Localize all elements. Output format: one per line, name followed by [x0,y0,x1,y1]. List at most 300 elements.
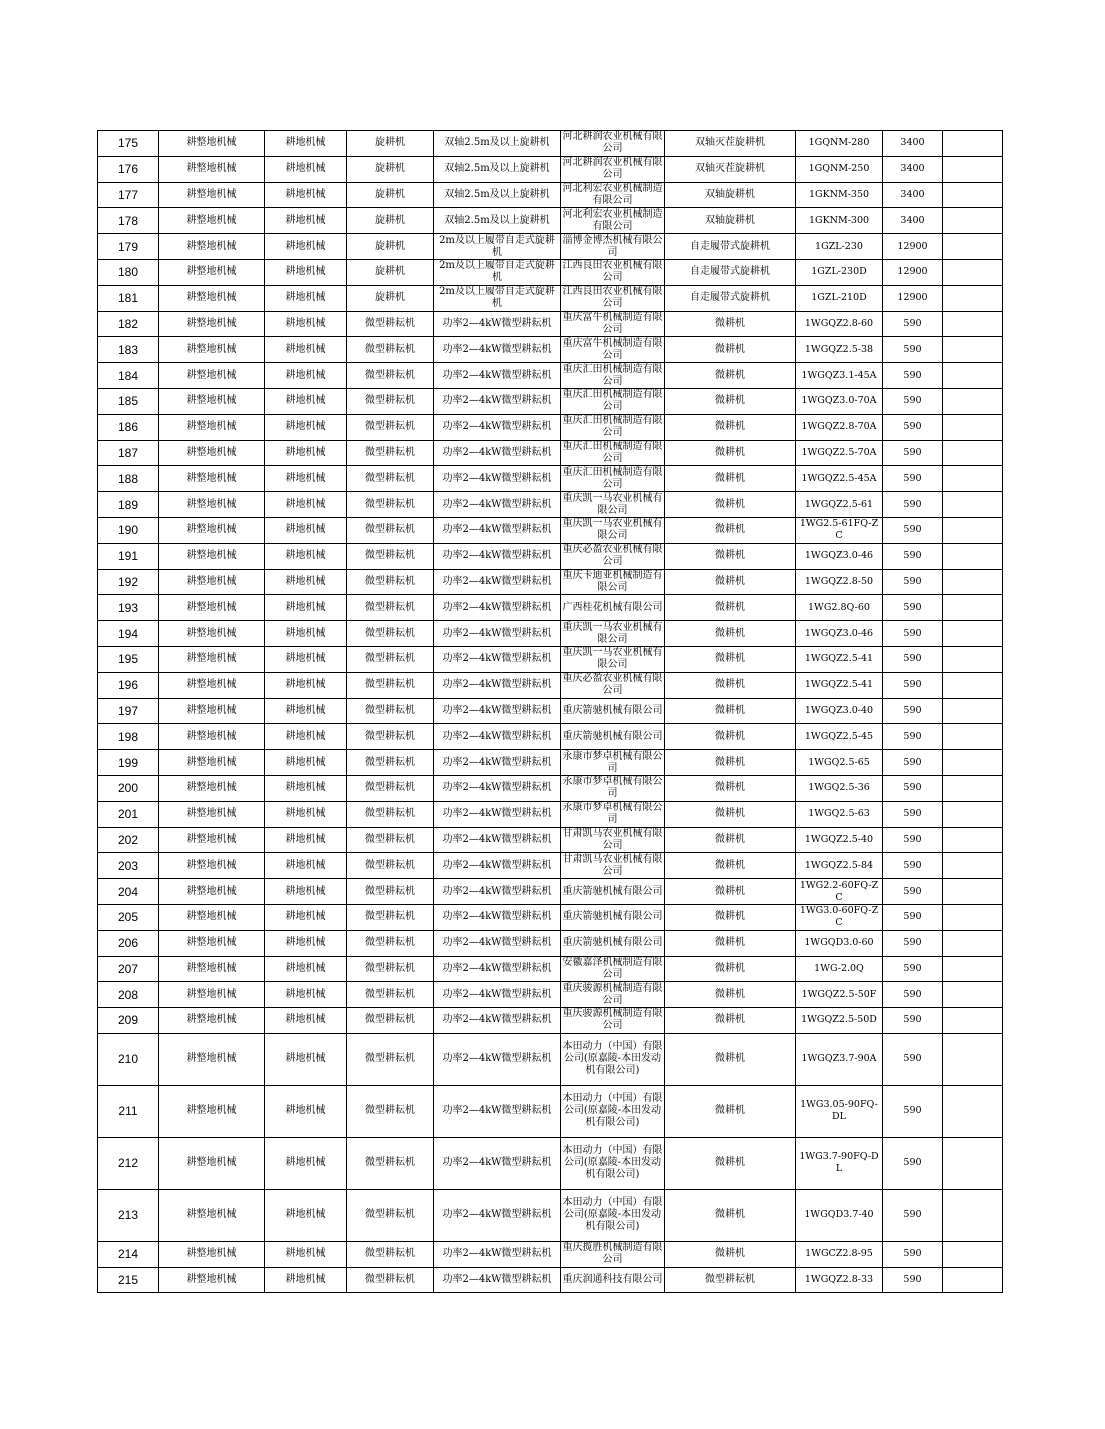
grade-spec-cell: 功率2—4kW微型耕耘机 [434,311,561,337]
grade-spec-cell: 双轴2.5m及以上旋耕机 [434,208,561,234]
category-level1-cell: 耕整地机械 [159,724,265,750]
subsidy-amount-cell: 590 [883,414,943,440]
category-level3-cell: 微型耕耘机 [347,698,434,724]
grade-spec-cell: 功率2—4kW微型耕耘机 [434,879,561,905]
subsidy-amount-cell: 590 [883,1189,943,1241]
row-number-cell: 184 [98,363,159,389]
product-name-cell: 微耕机 [665,311,796,337]
grade-spec-cell: 功率2—4kW微型耕耘机 [434,1189,561,1241]
grade-spec-cell: 功率2—4kW微型耕耘机 [434,775,561,801]
product-name-cell: 微耕机 [665,827,796,853]
remark-cell [943,1085,1003,1137]
category-level1-cell: 耕整地机械 [159,930,265,956]
table-row [98,930,1003,956]
row-number-cell: 179 [98,234,159,260]
grade-spec-cell: 功率2—4kW微型耕耘机 [434,698,561,724]
product-name-cell: 微耕机 [665,879,796,905]
table-row [98,621,1003,647]
subsidy-amount-cell: 12900 [883,285,943,311]
category-level1-cell: 耕整地机械 [159,698,265,724]
row-number-cell: 183 [98,337,159,363]
table-row [98,879,1003,905]
subsidy-amount-cell: 590 [883,904,943,930]
grade-spec-cell: 双轴2.5m及以上旋耕机 [434,182,561,208]
category-level2-cell: 耕地机械 [265,595,347,621]
remark-cell [943,775,1003,801]
table-row [98,1189,1003,1241]
table-row [98,853,1003,879]
row-number-cell: 190 [98,517,159,543]
subsidy-amount-cell: 590 [883,569,943,595]
remark-cell [943,1267,1003,1293]
category-level1-cell: 耕整地机械 [159,440,265,466]
grade-spec-cell: 2m及以上履带自走式旋耕机 [434,234,561,260]
category-level3-cell: 旋耕机 [347,131,434,157]
category-level2-cell: 耕地机械 [265,1033,347,1085]
category-level3-cell: 微型耕耘机 [347,440,434,466]
table-row [98,337,1003,363]
product-name-cell: 微耕机 [665,930,796,956]
category-level1-cell: 耕整地机械 [159,956,265,982]
remark-cell [943,337,1003,363]
remark-cell [943,1033,1003,1085]
row-number-cell: 215 [98,1267,159,1293]
category-level2-cell: 耕地机械 [265,414,347,440]
grade-spec-cell: 功率2—4kW微型耕耘机 [434,672,561,698]
subsidy-amount-cell: 590 [883,440,943,466]
manufacturer-cell: 重庆揽胜机械制造有限公司 [562,1242,663,1266]
row-number-cell: 204 [98,879,159,905]
table-row [98,156,1003,182]
grade-spec-cell: 功率2—4kW微型耕耘机 [434,363,561,389]
product-name-cell: 微型耕耘机 [665,1267,796,1293]
manufacturer-cell: 本田动力（中国）有限公司(原嘉陵-本田发动机有限公司) [561,1033,665,1085]
row-number-cell: 178 [98,208,159,234]
remark-cell [943,234,1003,260]
category-level3-cell: 旋耕机 [347,156,434,182]
model-number-cell: 1WG2.5-61FQ-ZC [796,517,883,543]
grade-spec-cell: 功率2—4kW微型耕耘机 [434,414,561,440]
table-row [98,131,1003,157]
model-number-cell: 1WGQZ2.5-45A [796,466,883,492]
remark-cell [943,982,1003,1008]
category-level1-cell: 耕整地机械 [159,234,265,260]
category-level1-cell: 耕整地机械 [159,1033,265,1085]
model-number-cell: 1WG3.7-90FQ-DL [796,1137,883,1189]
model-number-cell: 1WGQZ3.1-45A [796,363,883,389]
category-level2-cell: 耕地机械 [265,1267,347,1293]
category-level2-cell: 耕地机械 [265,801,347,827]
category-level1-cell: 耕整地机械 [159,672,265,698]
subsidy-amount-cell: 590 [883,982,943,1008]
category-level2-cell: 耕地机械 [265,1085,347,1137]
subsidy-amount-cell: 590 [883,1085,943,1137]
remark-cell [943,259,1003,285]
subsidy-amount-cell: 590 [883,724,943,750]
model-number-cell: 1WGQZ2.5-41 [796,646,883,672]
model-number-cell: 1WGQZ2.8-50 [796,569,883,595]
subsidy-amount-cell: 590 [883,956,943,982]
category-level1-cell: 耕整地机械 [159,621,265,647]
grade-spec-cell: 2m及以上履带自走式旋耕机 [434,285,561,311]
category-level3-cell: 微型耕耘机 [347,466,434,492]
subsidy-amount-cell: 590 [883,517,943,543]
subsidy-amount-cell: 590 [883,646,943,672]
category-level2-cell: 耕地机械 [265,569,347,595]
category-level3-cell: 微型耕耘机 [347,1189,434,1241]
category-level3-cell: 微型耕耘机 [347,621,434,647]
grade-spec-cell: 功率2—4kW微型耕耘机 [434,930,561,956]
remark-cell [943,285,1003,311]
category-level2-cell: 耕地机械 [265,156,347,182]
category-level1-cell: 耕整地机械 [159,466,265,492]
subsidy-table [97,130,1003,1293]
grade-spec-cell: 功率2—4kW微型耕耘机 [434,646,561,672]
grade-spec-cell: 功率2—4kW微型耕耘机 [434,388,561,414]
remark-cell [943,904,1003,930]
model-number-cell: 1WGQZ2.5-41 [796,672,883,698]
remark-cell [943,879,1003,905]
remark-cell [943,595,1003,621]
row-number-cell: 201 [98,801,159,827]
table-row [98,1137,1003,1189]
remark-cell [943,182,1003,208]
product-name-cell: 微耕机 [665,956,796,982]
category-level3-cell: 微型耕耘机 [347,879,434,905]
category-level3-cell: 微型耕耘机 [347,801,434,827]
category-level1-cell: 耕整地机械 [159,285,265,311]
model-number-cell: 1WGQD3.7-40 [796,1189,883,1241]
table-row [98,311,1003,337]
product-name-cell: 微耕机 [665,646,796,672]
product-name-cell: 微耕机 [665,801,796,827]
manufacturer-cell: 重庆必盈农业机械有限公司 [562,544,663,568]
manufacturer-cell: 重庆凯一马农业机械有限公司 [562,518,663,542]
category-level2-cell: 耕地机械 [265,517,347,543]
grade-spec-cell: 功率2—4kW微型耕耘机 [434,853,561,879]
category-level3-cell: 微型耕耘机 [347,569,434,595]
category-level2-cell: 耕地机械 [265,492,347,518]
manufacturer-cell: 甘肃凯马农业机械有限公司 [562,853,663,877]
product-name-cell: 双轴灭茬旋耕机 [665,131,796,157]
product-name-cell: 微耕机 [665,440,796,466]
grade-spec-cell: 功率2—4kW微型耕耘机 [434,517,561,543]
table-row [98,182,1003,208]
category-level3-cell: 微型耕耘机 [347,904,434,930]
category-level2-cell: 耕地机械 [265,853,347,879]
grade-spec-cell: 功率2—4kW微型耕耘机 [434,337,561,363]
manufacturer-cell: 重庆富牛机械制造有限公司 [562,337,663,361]
model-number-cell: 1GKNM-300 [796,208,883,234]
manufacturer-cell: 本田动力（中国）有限公司(原嘉陵-本田发动机有限公司) [561,1189,665,1241]
subsidy-amount-cell: 12900 [883,259,943,285]
model-number-cell: 1WGQZ2.5-40 [796,827,883,853]
remark-cell [943,517,1003,543]
subsidy-amount-cell: 590 [883,930,943,956]
model-number-cell: 1GKNM-350 [796,182,883,208]
row-number-cell: 187 [98,440,159,466]
category-level3-cell: 旋耕机 [347,234,434,260]
product-name-cell: 微耕机 [665,698,796,724]
row-number-cell: 200 [98,775,159,801]
remark-cell [943,1241,1003,1267]
manufacturer-cell: 重庆汇田机械制造有限公司 [562,389,663,413]
manufacturer-cell: 永康市梦卓机械有限公司 [562,802,663,826]
row-number-cell: 211 [98,1085,159,1137]
model-number-cell: 1GZL-230D [796,259,883,285]
model-number-cell: 1WGQZ2.5-70A [796,440,883,466]
product-name-cell: 微耕机 [665,388,796,414]
manufacturer-cell: 重庆骏源机械制造有限公司 [562,982,663,1006]
category-level1-cell: 耕整地机械 [159,775,265,801]
grade-spec-cell: 2m及以上履带自走式旋耕机 [434,259,561,285]
remark-cell [943,131,1003,157]
row-number-cell: 205 [98,904,159,930]
row-number-cell: 180 [98,259,159,285]
category-level2-cell: 耕地机械 [265,1189,347,1241]
category-level3-cell: 旋耕机 [347,182,434,208]
subsidy-amount-cell: 590 [883,492,943,518]
grade-spec-cell: 功率2—4kW微型耕耘机 [434,1267,561,1293]
product-name-cell: 微耕机 [665,1241,796,1267]
product-name-cell: 微耕机 [665,543,796,569]
remark-cell [943,388,1003,414]
table-row [98,388,1003,414]
subsidy-amount-cell: 590 [883,698,943,724]
remark-cell [943,1137,1003,1189]
product-name-cell: 双轴旋耕机 [665,208,796,234]
subsidy-amount-cell: 590 [883,1241,943,1267]
category-level3-cell: 微型耕耘机 [347,1137,434,1189]
category-level2-cell: 耕地机械 [265,285,347,311]
model-number-cell: 1GZL-210D [796,285,883,311]
grade-spec-cell: 功率2—4kW微型耕耘机 [434,1085,561,1137]
product-name-cell: 微耕机 [665,775,796,801]
category-level3-cell: 微型耕耘机 [347,1241,434,1267]
row-number-cell: 203 [98,853,159,879]
model-number-cell: 1WG2.2-60FQ-ZC [796,879,883,905]
subsidy-amount-cell: 590 [883,621,943,647]
row-number-cell: 212 [98,1137,159,1189]
table-row [98,801,1003,827]
row-number-cell: 176 [98,156,159,182]
category-level3-cell: 旋耕机 [347,259,434,285]
category-level2-cell: 耕地机械 [265,982,347,1008]
remark-cell [943,930,1003,956]
product-name-cell: 微耕机 [665,982,796,1008]
category-level2-cell: 耕地机械 [265,259,347,285]
table-row [98,775,1003,801]
subsidy-amount-cell: 590 [883,595,943,621]
category-level3-cell: 微型耕耘机 [347,646,434,672]
remark-cell [943,646,1003,672]
model-number-cell: 1WGQZ3.0-70A [796,388,883,414]
grade-spec-cell: 功率2—4kW微型耕耘机 [434,1241,561,1267]
remark-cell [943,698,1003,724]
manufacturer-cell: 江西良田农业机械有限公司 [562,286,663,310]
category-level2-cell: 耕地机械 [265,646,347,672]
category-level2-cell: 耕地机械 [265,879,347,905]
manufacturer-cell: 淄博金博杰机械有限公司 [562,234,663,258]
category-level2-cell: 耕地机械 [265,311,347,337]
category-level2-cell: 耕地机械 [265,698,347,724]
row-number-cell: 214 [98,1241,159,1267]
category-level2-cell: 耕地机械 [265,388,347,414]
product-name-cell: 微耕机 [665,724,796,750]
grade-spec-cell: 功率2—4kW微型耕耘机 [434,569,561,595]
grade-spec-cell: 功率2—4kW微型耕耘机 [434,750,561,776]
category-level3-cell: 微型耕耘机 [347,1085,434,1137]
category-level3-cell: 微型耕耘机 [347,363,434,389]
manufacturer-cell: 永康市梦卓机械有限公司 [562,750,663,774]
row-number-cell: 213 [98,1189,159,1241]
category-level3-cell: 微型耕耘机 [347,853,434,879]
model-number-cell: 1WGQZ2.5-50D [796,1008,883,1034]
row-number-cell: 195 [98,646,159,672]
grade-spec-cell: 功率2—4kW微型耕耘机 [434,827,561,853]
product-name-cell: 微耕机 [665,1033,796,1085]
manufacturer-cell: 重庆凯一马农业机械有限公司 [562,621,663,645]
grade-spec-cell: 功率2—4kW微型耕耘机 [434,1033,561,1085]
product-name-cell: 微耕机 [665,337,796,363]
grade-spec-cell: 功率2—4kW微型耕耘机 [434,543,561,569]
remark-cell [943,801,1003,827]
category-level2-cell: 耕地机械 [265,724,347,750]
category-level3-cell: 微型耕耘机 [347,414,434,440]
table-row [98,750,1003,776]
model-number-cell: 1WGQZ2.8-33 [796,1267,883,1293]
category-level3-cell: 微型耕耘机 [347,827,434,853]
table-row [98,646,1003,672]
subsidy-amount-cell: 12900 [883,234,943,260]
product-name-cell: 微耕机 [665,1137,796,1189]
manufacturer-cell: 重庆润通科技有限公司 [561,1267,665,1293]
model-number-cell: 1WGQZ3.0-40 [796,698,883,724]
remark-cell [943,492,1003,518]
category-level1-cell: 耕整地机械 [159,904,265,930]
category-level3-cell: 微型耕耘机 [347,543,434,569]
category-level1-cell: 耕整地机械 [159,1008,265,1034]
manufacturer-cell: 甘肃凯马农业机械有限公司 [562,827,663,851]
manufacturer-cell: 重庆凯一马农业机械有限公司 [562,647,663,671]
product-name-cell: 微耕机 [665,853,796,879]
row-number-cell: 193 [98,595,159,621]
product-name-cell: 微耕机 [665,569,796,595]
model-number-cell: 1WGQZ3.7-90A [796,1033,883,1085]
remark-cell [943,956,1003,982]
category-level1-cell: 耕整地机械 [159,1137,265,1189]
subsidy-amount-cell: 590 [883,775,943,801]
subsidy-amount-cell: 3400 [883,131,943,157]
product-name-cell: 微耕机 [665,363,796,389]
category-level2-cell: 耕地机械 [265,363,347,389]
remark-cell [943,363,1003,389]
remark-cell [943,414,1003,440]
row-number-cell: 194 [98,621,159,647]
row-number-cell: 189 [98,492,159,518]
row-number-cell: 207 [98,956,159,982]
model-number-cell: 1WGQZ2.5-84 [796,853,883,879]
row-number-cell: 197 [98,698,159,724]
manufacturer-cell: 河北利宏农业机械制造有限公司 [562,208,663,232]
category-level1-cell: 耕整地机械 [159,388,265,414]
model-number-cell: 1GQNM-280 [796,131,883,157]
category-level3-cell: 微型耕耘机 [347,750,434,776]
category-level2-cell: 耕地机械 [265,466,347,492]
remark-cell [943,827,1003,853]
subsidy-amount-cell: 3400 [883,182,943,208]
manufacturer-cell: 重庆汇田机械制造有限公司 [562,440,663,464]
remark-cell [943,724,1003,750]
row-number-cell: 192 [98,569,159,595]
row-number-cell: 206 [98,930,159,956]
remark-cell [943,1189,1003,1241]
category-level1-cell: 耕整地机械 [159,517,265,543]
subsidy-amount-cell: 590 [883,853,943,879]
category-level2-cell: 耕地机械 [265,234,347,260]
manufacturer-cell: 河北耕润农业机械有限公司 [562,131,663,155]
manufacturer-cell: 重庆箭驰机械有限公司 [561,930,665,956]
category-level1-cell: 耕整地机械 [159,182,265,208]
manufacturer-cell: 永康市梦卓机械有限公司 [562,776,663,800]
category-level2-cell: 耕地机械 [265,827,347,853]
manufacturer-cell: 重庆凯一马农业机械有限公司 [562,492,663,516]
remark-cell [943,466,1003,492]
category-level3-cell: 微型耕耘机 [347,311,434,337]
category-level2-cell: 耕地机械 [265,750,347,776]
grade-spec-cell: 功率2—4kW微型耕耘机 [434,492,561,518]
grade-spec-cell: 双轴2.5m及以上旋耕机 [434,131,561,157]
subsidy-amount-cell: 590 [883,672,943,698]
subsidy-amount-cell: 3400 [883,208,943,234]
subsidy-amount-cell: 3400 [883,156,943,182]
category-level1-cell: 耕整地机械 [159,569,265,595]
subsidy-amount-cell: 590 [883,801,943,827]
category-level3-cell: 微型耕耘机 [347,388,434,414]
product-name-cell: 双轴灭茬旋耕机 [665,156,796,182]
table-row [98,1008,1003,1034]
product-name-cell: 微耕机 [665,414,796,440]
manufacturer-cell: 重庆箭驰机械有限公司 [561,698,665,724]
product-name-cell: 微耕机 [665,672,796,698]
manufacturer-cell: 重庆箭驰机械有限公司 [561,879,665,905]
product-name-cell: 自走履带式旋耕机 [665,234,796,260]
category-level3-cell: 微型耕耘机 [347,492,434,518]
row-number-cell: 181 [98,285,159,311]
category-level1-cell: 耕整地机械 [159,363,265,389]
category-level1-cell: 耕整地机械 [159,1085,265,1137]
manufacturer-cell: 重庆汇田机械制造有限公司 [562,363,663,387]
remark-cell [943,672,1003,698]
manufacturer-cell: 本田动力（中国）有限公司(原嘉陵-本田发动机有限公司) [561,1085,665,1137]
manufacturer-cell: 重庆汇田机械制造有限公司 [562,415,663,439]
category-level1-cell: 耕整地机械 [159,646,265,672]
product-name-cell: 微耕机 [665,1008,796,1034]
row-number-cell: 175 [98,131,159,157]
category-level3-cell: 微型耕耘机 [347,1008,434,1034]
subsidy-amount-cell: 590 [883,879,943,905]
table-row [98,595,1003,621]
category-level2-cell: 耕地机械 [265,1137,347,1189]
subsidy-amount-cell: 590 [883,363,943,389]
subsidy-amount-cell: 590 [883,1267,943,1293]
category-level2-cell: 耕地机械 [265,956,347,982]
manufacturer-cell: 重庆必盈农业机械有限公司 [562,673,663,697]
model-number-cell: 1WG2.8Q-60 [796,595,883,621]
manufacturer-cell: 本田动力（中国）有限公司(原嘉陵-本田发动机有限公司) [561,1137,665,1189]
table-row [98,827,1003,853]
row-number-cell: 208 [98,982,159,1008]
